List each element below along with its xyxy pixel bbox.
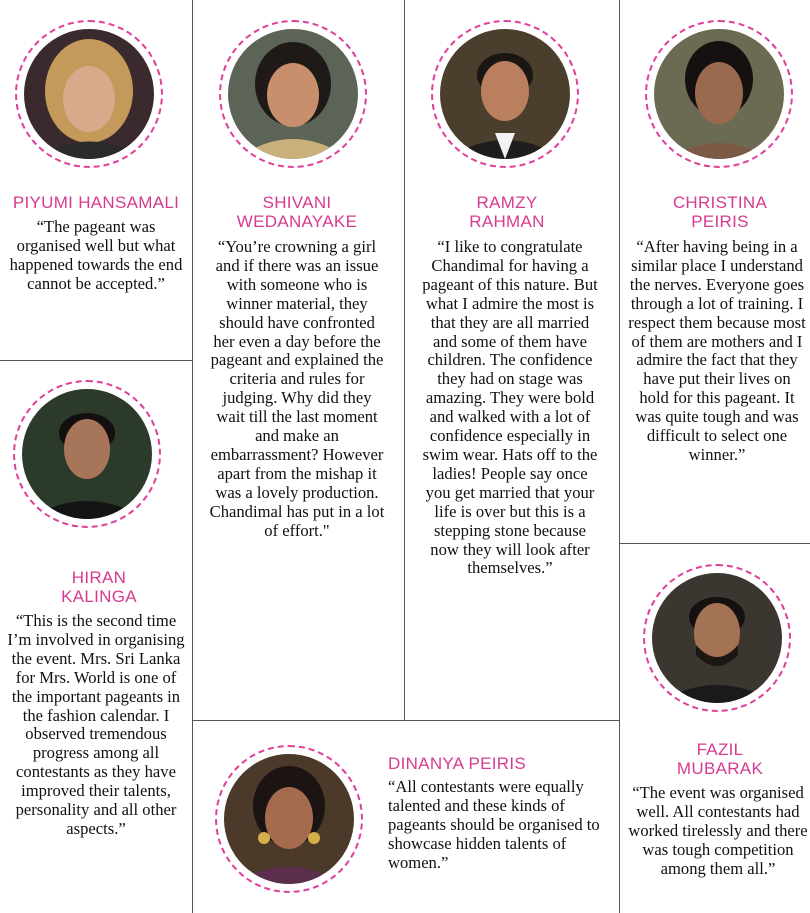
person-name: FAZIL MUBARAK <box>676 740 764 778</box>
portrait-hiran <box>13 380 161 528</box>
person-quote: “I like to congratulate Chandimal for having a pageant of this nature. But what I admire the most is that they are all married and some of them have children. The confidence they had on stage was amazing. They were bold and walked with a lot of confidence especially in swim wear. Hats off to the ladies! People say once you get married that your life is over but this is a stepping stone because now they will look after themselves.” <box>422 237 598 578</box>
row-rule <box>0 360 192 361</box>
row-rule <box>192 720 619 721</box>
portrait-christina <box>645 20 793 168</box>
person-name: HIRAN KALINGA <box>61 568 137 606</box>
column-rule <box>192 0 193 913</box>
portrait-fazil <box>643 564 791 712</box>
column-rule <box>619 0 620 913</box>
person-name: CHRISTINA PEIRIS <box>672 193 768 231</box>
row-rule <box>619 543 810 544</box>
column-rule <box>404 0 405 720</box>
person-quote: “The event was organised well. All contestants had worked tirelessly and there was tough competition among them all.” <box>628 783 808 878</box>
person-name: DINANYA PEIRIS <box>388 754 527 773</box>
person-name: RAMZY RAHMAN <box>469 193 545 231</box>
person-quote: “You’re crowning a girl and if there was an issue with someone who is winner material, they should have confronted her even a day before the pageant and explained the criteria and rules for judging. Why did they wait till the last moment and make an embarrassment? However apart from the mishap it was a lovely production. Chandimal has put in a lot of effort." <box>209 237 385 540</box>
person-name: SHIVANI WEDANAYAKE <box>236 193 358 231</box>
person-name: PIYUMI HANSAMALI <box>12 193 180 212</box>
person-quote: “All contestants were equally talented and these kinds of pageants should be organised to showcase hidden talents of women.” <box>388 777 600 872</box>
portrait-ramzy <box>431 20 579 168</box>
portrait-shivani <box>219 20 367 168</box>
portrait-piyumi <box>15 20 163 168</box>
person-quote: “The pageant was organised well but what happened towards the end cannot be accepted.” <box>9 217 183 293</box>
person-quote: “After having being in a similar place I understand the nerves. Everyone goes through a lot of training. I respect them because most of them are mothers and I admire the fact that they have put their lives on hold for this pageant. It was quite tough and was difficult to select one winner.” <box>628 237 806 464</box>
portrait-dinanya <box>215 745 363 893</box>
person-quote: “This is the second time I’m involved in organising the event. Mrs. Sri Lanka for Mrs. World is one of the important pageants in the fashion calendar. I observed tremendous progress among all contestants as they have improved their talents, personality and all other aspects.” <box>7 611 185 838</box>
